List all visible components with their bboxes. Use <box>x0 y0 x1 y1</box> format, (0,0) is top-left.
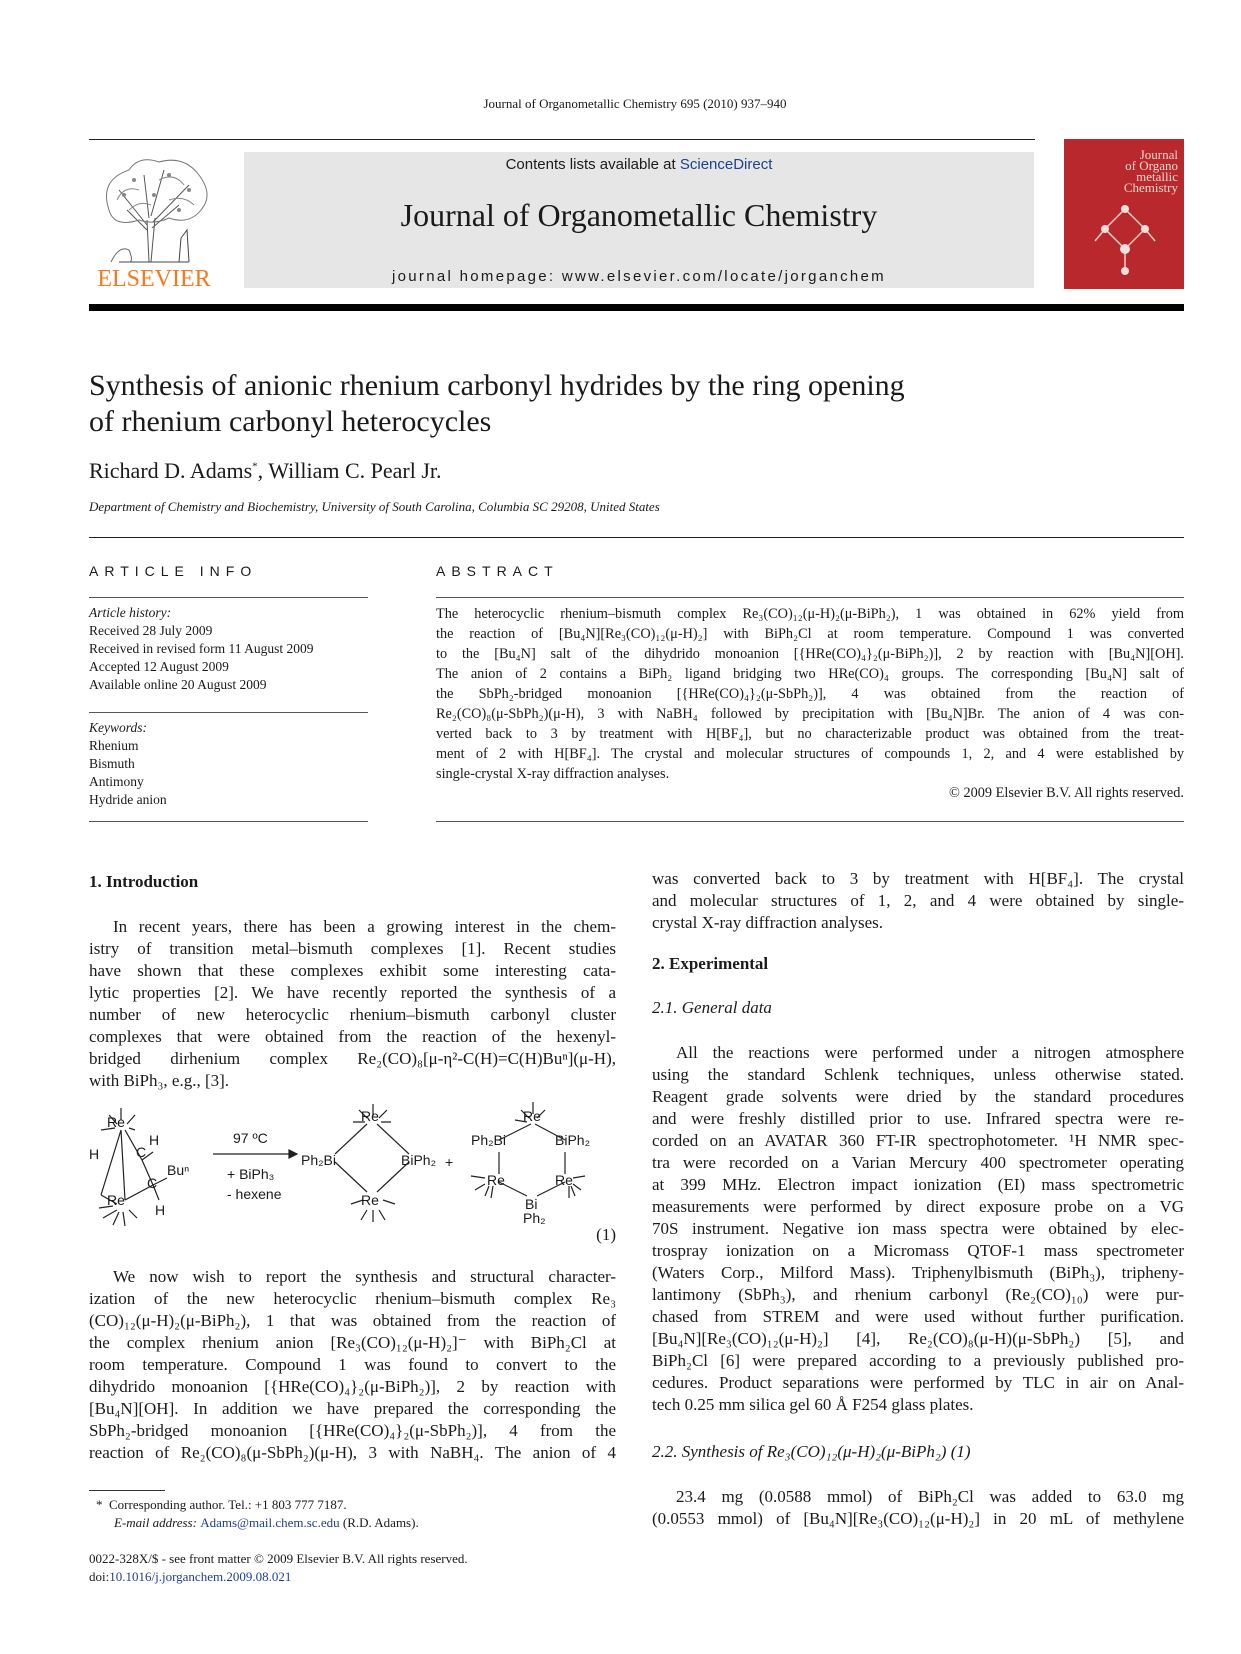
gen-line: lantimony (SbPh₃), and rhenium carbonyl (Re₂(CO)₁₀) were pur- <box>652 1285 1184 1304</box>
scheme-atom: BiPh₂ <box>401 1152 437 1168</box>
gen-line: cedures. Product separations were performed by TLC in air on Anal- <box>652 1373 1184 1392</box>
affiliation: Department of Chemistry and Biochemistry, University of South Carolina, Columbia SC 29208, United States <box>89 499 660 514</box>
email-label: E-mail address: <box>114 1515 201 1530</box>
cover-line: Journal <box>1139 147 1178 162</box>
scheme-atom: Re <box>555 1172 573 1188</box>
body-line: reaction of Re₂(CO)₈(μ-SbPh₂)(μ-H), 3 with NaBH₄. The anion of 4 <box>89 1443 616 1462</box>
gen-line: (Waters Corp., Milford Mass). Triphenylbismuth (BiPh₃), tripheny- <box>652 1263 1184 1282</box>
doi-label: doi: <box>89 1569 110 1584</box>
gen-line: using the standard Schlenk techniques, unless otherwise stated. <box>652 1065 1184 1084</box>
gen-line: BiPh₂Cl [6] were prepared according to a previously published pro- <box>652 1351 1184 1370</box>
abstract-line: Re₂(CO)₈(μ-SbPh₂)(μ-H), 3 with NaBH₄ followed by precipitation with [Bu₄N]Br. The anion of 4 was con- <box>436 706 1184 722</box>
general-data-paragraph <box>652 1042 1184 1416</box>
abstract-text <box>436 604 1184 784</box>
journal-reference: Journal of Organometallic Chemistry 695 (2010) 937–940 <box>483 96 787 111</box>
footnote-star: * <box>96 1497 103 1512</box>
reaction-scheme <box>89 1100 616 1250</box>
body-line: was converted back to 3 by treatment with H[BF₄]. The crystal <box>652 869 1184 888</box>
synthesis-heading: 2.2. Synthesis of Re₃(CO)₁₂(μ-H)₂(μ-BiPh₂) (1) <box>652 1442 971 1461</box>
abstract-line: the SbPh₂-bridged monoanion [{HRe(CO)₄}₂(μ-SbPh₂)], 4 was obtained from the reaction of <box>436 686 1184 702</box>
scheme-atom: Re <box>361 1192 379 1208</box>
gen-line: Reagent grade solvents were dried by the standard procedures <box>652 1087 1184 1106</box>
keyword: Hydride anion <box>89 792 167 807</box>
abstract-bottom-rule <box>436 821 1184 822</box>
scheme-atom: Re <box>361 1108 379 1124</box>
scheme-atom: Bi <box>525 1196 538 1212</box>
sciencedirect-link[interactable]: ScienceDirect <box>679 156 773 173</box>
intro-line: have shown that these complexes exhibit some interesting cata- <box>89 961 616 980</box>
article-info-heading: ARTICLE INFO <box>89 563 258 579</box>
scheme-atom: C <box>147 1175 158 1191</box>
author-adams: Richard D. Adams <box>89 458 253 483</box>
doi-line <box>89 1568 629 1586</box>
intro-heading: 1. Introduction <box>89 872 199 891</box>
abstract-heading: ABSTRACT <box>436 563 559 579</box>
body-paragraph <box>89 1266 616 1464</box>
gen-line: All the reactions were performed under a nitrogen atmosphere <box>676 1043 1184 1062</box>
equation-number: (1) <box>596 1225 616 1244</box>
cover-line: metallic <box>1136 169 1178 184</box>
body-line: dihydrido monoanion [{HRe(CO)₄}₂(μ-BiPh₂)], 2 by reaction with <box>89 1377 616 1396</box>
history-item: Received 28 July 2009 <box>89 623 213 638</box>
abstract-line: verted back to 3 by treatment with H[BF₄], but no characterizable product was obtained from the treat- <box>436 726 1184 742</box>
abstract-line: The heterocyclic rhenium–bismuth complex Re₃(CO)₁₂(μ-H)₂(μ-BiPh₂), 1 was obtained in 62% yield from <box>436 606 1184 622</box>
keyword: Antimony <box>89 774 144 789</box>
gen-line: corded on an AVATAR 360 FT-IR spectrophotometer. ¹H NMR spec- <box>652 1131 1184 1150</box>
footnote <box>96 1496 616 1532</box>
footnote-email <box>96 1514 616 1532</box>
intro-line: number of new heterocyclic rhenium–bismuth carbonyl cluster <box>89 1005 616 1024</box>
cover-line: Chemistry <box>1123 180 1178 195</box>
scheme-atom: Re <box>107 1192 125 1208</box>
elsevier-wordmark: ELSEVIER <box>97 266 211 292</box>
intro-line: bridged dirhenium complex Re₂(CO)₈[μ-η²-C(H)=C(H)Buⁿ](μ-H), <box>89 1049 616 1068</box>
experimental-heading: 2. Experimental <box>652 954 769 973</box>
body-line: We now wish to report the synthesis and structural character- <box>113 1267 616 1286</box>
scheme-atom: H <box>89 1146 100 1162</box>
intro-line: lytic properties [2]. We have recently reported the synthesis of a <box>89 983 616 1002</box>
body-line: crystal X-ray diffraction analyses. <box>652 913 883 932</box>
keyword: Bismuth <box>89 756 135 771</box>
article-info-bottom-rule <box>89 821 368 822</box>
body-line: ization of the new heterocyclic rhenium–bismuth complex Re₃ <box>89 1289 616 1308</box>
elsevier-logo <box>89 150 219 290</box>
abstract-rule <box>436 597 1184 598</box>
body-line: the complex rhenium anion [Re₃(CO)₁₂(μ-H)₂]⁻ with BiPh₂Cl at <box>89 1333 616 1352</box>
scheme-atom: H <box>149 1132 160 1148</box>
gen-line: tech 0.25 mm silica gel 60 Å F254 glass plates. <box>652 1395 974 1414</box>
header-rule <box>89 139 1035 140</box>
synthesis-paragraph <box>652 1486 1184 1530</box>
gen-line: tra were recorded on a Varian Mercury 400 spectrometer operating <box>652 1153 1184 1172</box>
footnote-rule <box>89 1490 165 1491</box>
continued-paragraph <box>652 868 1184 934</box>
author-list <box>89 458 442 484</box>
cover-line: of Organo <box>1125 158 1178 173</box>
intro-line: with BiPh₃, e.g., [3]. <box>89 1071 230 1090</box>
scheme-atom: Re <box>107 1114 125 1130</box>
abstract-line: The anion of 2 contains a BiPh₂ ligand bridging two HRe(CO)₄ groups. The corresponding [Bu₄N] salt of <box>436 666 1184 682</box>
keyword: Rhenium <box>89 738 139 753</box>
scheme-atom: Ph₂Bi <box>301 1152 337 1168</box>
doi-link[interactable]: 10.1016/j.jorganchem.2009.08.021 <box>109 1569 292 1584</box>
cover-title <box>1124 149 1178 193</box>
article-title <box>89 368 1069 440</box>
title-line: Synthesis of anionic rhenium carbonyl hydrides by the ring opening <box>89 369 905 402</box>
abstract-line: single-crystal X-ray diffraction analyses. <box>436 766 670 782</box>
contents-line <box>244 156 1034 173</box>
keywords-block <box>89 719 368 809</box>
footnote-text: Corresponding author. Tel.: +1 803 777 7187. <box>109 1497 347 1512</box>
intro-line: In recent years, there has been a growing interest in the chem- <box>113 917 616 936</box>
history-label: Article history: <box>89 605 172 620</box>
scheme-atom: Re <box>487 1172 505 1188</box>
scheme-reagent: + BiPh₃ <box>227 1166 275 1182</box>
gen-line: at 399 MHz. Electron impact ionization (EI) mass spectrometric <box>652 1175 1184 1194</box>
abstract-line: ment of 2 with H[BF₄]. The crystal and molecular structures of compounds 1, 2, and 4 were established by <box>436 746 1184 762</box>
journal-cover <box>1064 139 1184 289</box>
body-line: SbPh₂-bridged monoanion [{HRe(CO)₄}₂(μ-SbPh₂)], 4 from the <box>89 1421 616 1440</box>
body-line: room temperature. Compound 1 was found to convert to the <box>89 1355 616 1374</box>
contents-prefix: Contents lists available at <box>505 156 680 173</box>
gen-line: 70S instrument. Negative ion mass spectra were obtained by elec- <box>652 1219 1184 1238</box>
journal-banner <box>244 152 1034 288</box>
issn-line: 0022-328X/$ - see front matter © 2009 Elsevier B.V. All rights reserved. <box>89 1551 468 1566</box>
email-link[interactable]: Adams@mail.chem.sc.edu <box>200 1515 340 1530</box>
keywords-label: Keywords: <box>89 720 147 735</box>
cover-molecule-icon <box>1090 201 1160 281</box>
scheme-atom: Ph₂ <box>523 1210 546 1226</box>
keywords-rule <box>89 712 368 713</box>
syn-line: 23.4 mg (0.0588 mmol) of BiPh₂Cl was added to 63.0 mg <box>676 1487 1184 1506</box>
email-suffix: (R.D. Adams). <box>339 1515 419 1530</box>
body-line: [Bu₄N][OH]. In addition we have prepared the corresponding the <box>89 1399 616 1418</box>
scheme-atom: BiPh₂ <box>555 1132 591 1148</box>
scheme-atom: Re <box>523 1108 541 1124</box>
scheme-temperature: 97 ºC <box>233 1130 268 1146</box>
abstract-line: to the [Bu₄N] salt of the dihydrido monoanion [{HRe(CO)₄}₂(μ-BiPh₂)], 2 by reaction with [Bu₄N][OH]. <box>436 646 1184 662</box>
scheme-atom: Ph₂Bi <box>471 1132 507 1148</box>
syn-line: (0.0553 mmol) of [Bu₄N][Re₃(CO)₁₂(μ-H)₂] in 20 mL of methylene <box>652 1509 1184 1528</box>
corresponding-mark[interactable]: * <box>252 460 258 473</box>
footnote-corresponding <box>96 1496 616 1514</box>
gen-line: measurements were performed by direct exposure probe on a VG <box>652 1197 1184 1216</box>
body-line: (CO)₁₂(μ-H)₂(μ-BiPh₂), 1 that was obtained from the reaction of <box>89 1311 616 1330</box>
body-line: and molecular structures of 1, 2, and 4 were obtained by single- <box>652 891 1184 910</box>
publication-info <box>89 1550 629 1586</box>
gen-line: trospray ionization on a Micromass QTOF-1 mass spectrometer <box>652 1241 1184 1260</box>
gen-line: chased from STREM and were used without further purification. <box>652 1307 1184 1326</box>
general-data-heading: 2.1. General data <box>652 998 772 1017</box>
intro-line: istry of transition metal–bismuth complexes [1]. Recent studies <box>89 939 616 958</box>
abstract-copyright: © 2009 Elsevier B.V. All rights reserved. <box>949 785 1184 801</box>
gen-line: and were freshly distilled prior to use. Infrared spectra were re- <box>652 1109 1184 1128</box>
title-rule <box>89 537 1184 538</box>
history-item: Available online 20 August 2009 <box>89 677 267 692</box>
article-history <box>89 604 368 694</box>
header-thick-rule <box>89 304 1184 311</box>
author-pearl: , William C. Pearl Jr. <box>257 458 442 483</box>
scheme-atom: Buⁿ <box>167 1162 190 1178</box>
journal-title: Journal of Organometallic Chemistry <box>400 197 878 233</box>
scheme-atom: C <box>136 1144 147 1160</box>
abstract-line: the reaction of [Bu₄N][Re₃(CO)₁₂(μ-H)₂] with BiPh₂Cl at room temperature. Compound 1 was converted <box>436 626 1184 642</box>
intro-paragraph <box>89 916 616 1092</box>
intro-line: complexes that were obtained from the reaction of the hexenyl- <box>89 1027 616 1046</box>
scheme-byproduct: - hexene <box>227 1186 282 1202</box>
scheme-atom: H <box>155 1202 166 1218</box>
history-item: Accepted 12 August 2009 <box>89 659 229 674</box>
scheme-plus: + <box>445 1154 454 1170</box>
journal-homepage[interactable]: journal homepage: www.elsevier.com/locate/jorganchem <box>392 268 886 285</box>
history-item: Received in revised form 11 August 2009 <box>89 641 314 656</box>
gen-line: [Bu₄N][Re₃(CO)₁₂(μ-H)₂] [4], Re₂(CO)₈(μ-H)(μ-SbPh₂) [5], and <box>652 1329 1184 1348</box>
title-line: of rhenium carbonyl heterocycles <box>89 405 492 438</box>
article-info-rule <box>89 597 368 598</box>
